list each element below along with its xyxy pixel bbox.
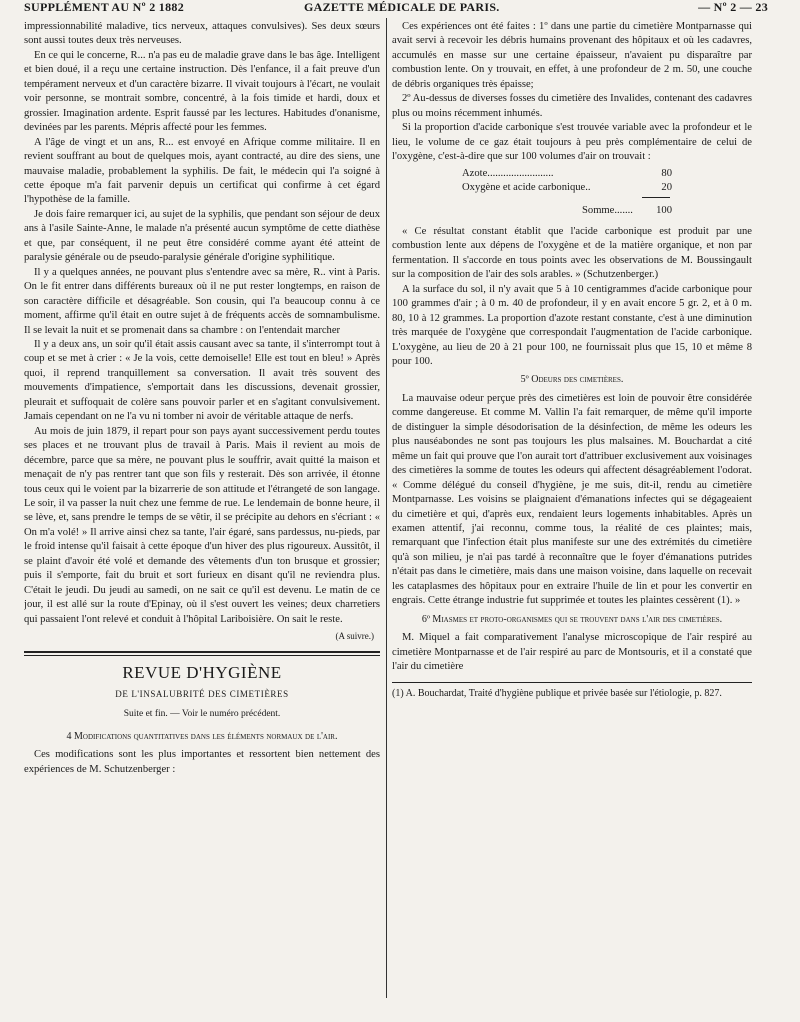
paragraph: Si la proportion d'acide carbonique s'est trouvée variable avec la profondeur et le lieu, le volume de ce gaz était toujours à peu près complémentaire de celui de l'oxygène, c'est-à-dire que sur 100 volumes d'air on trouvait : <box>392 122 752 163</box>
journal-title: GAZETTE MÉDICALE DE PARIS. <box>304 0 500 14</box>
section-rule <box>24 651 380 656</box>
supplement-label: SUPPLÉMENT AU Nº 2 1882 <box>24 0 184 14</box>
table-sum-row <box>462 204 672 218</box>
table-value: 20 <box>661 181 672 193</box>
sum-label: Somme....... <box>582 205 633 217</box>
paragraph: La mauvaise odeur perçue près des cimetières est loin de pouvoir être considérée comme dangereuse. Et comme M. Vallin l'a fait remarquer, de même qu'il importe de distinguer la simple désodorisation de la désinfection, de même les odeurs les plus nauséabondes ne sont pas toujours les plus malsaines. M. Bouchardat a cité même un fait qui prouve que l'on aurait tort d'attribuer exclusivement aux voisinages des cimetières la somme de toutes les odeurs qui affectent désagréablement l'odorat. « Comme délégué du conseil d'hygiène, je me suis, dit-il, rendu au cimetière Montparnasse. Les voisins se plaignaient d'émanations infectes qui se dégageaient du cimetière et qui, d'après eux, rendaient leurs logements inhabitables. Après un examen attentif, j'ai reconnu, comme tous, la réalité de ces plaintes; mais, remarquant que l'infection était plus manifeste sur une des extrémités du cimetière qu'à son milieu, je n'ai pas tardé à reconnaître que le foyer d'émanations putrides n'était pas dans le cimetière, mais dans une maison voisine, dans laquelle on recevait les cataplasmes des hôpitaux pour en extraire l'huile de lin et pour les convertir en engrais. Cette étrange industrie fut supprimée et toutes les plaintes cessèrent (1). » <box>392 392 752 607</box>
paragraph: « Ce résultat constant établit que l'acide carbonique est produit par une combustion lente aux dépens de l'oxygène et de la matière organique, et non par fermentation. Il s'accorde en tous points avec les observations de M. Boussingault sur la composition de l'air des sols arables. » (Schutzenberger.) <box>392 225 752 281</box>
paragraph: impressionnabilité maladive, tics nerveux, attaques convulsives). Ses deux sœurs sont aussi toutes deux très nerveuses. <box>24 21 380 47</box>
paragraph: Il y a deux ans, un soir qu'il était assis causant avec sa tante, il s'interrompt tout à coup et se met à crier : « Je la vois, cette demoiselle! Elle est tout en bleu! » Après quoi, il reprend tranquillement sa conversation. Il avait très souvent des mouvements d'impatience, s'emportait dans les discussions, devenait grossier, pleurait et suffoquait de colère sans pouvoir parler et en s'agitant convulsivement. Jamais cependant on ne l'a vu ni tomber ni avoir de véritable attaque de nerfs. <box>24 338 380 423</box>
right-column <box>392 20 752 1010</box>
column-divider <box>386 18 387 998</box>
page-header <box>24 0 776 16</box>
section-5-title: 5º Odeurs des cimetières. <box>520 374 624 386</box>
paragraph: Au mois de juin 1879, il repart pour son pays ayant successivement perdu toutes ses places et ne trouvant plus de travail à Paris. Mais il revient au mois de décembre, parce que sa mère, ne pouvant plus le souffrir, avait quitté la maison et menaçait de n'y pas rentrer tant que son fils y resterait. Dès son arrivée, il étonne tous ceux qui le voient par la bizarrerie de son attitude et l'étrangeté de son langage. Le soir, il va passer la nuit chez une femme de rue. Le lendemain de bonne heure, il se lève, et, sans prendre le temps de se vêtir, il se précipite au dehors en s'écriant : « On m'a volé! » Il arrive ainsi chez sa tante, l'air égaré, sans pardessus, nu-pieds, par le froid intense qu'il faisait à cette époque d'un hiver des plus rigoureux. Aussitôt, il se plaint d'avoir été volé et demande des vêtements d'un ton brusque et grossier; puis il s'emporte, fait du bruit et sort furieux en disant qu'il ne reviendra plus. C'était le jeudi. Du jeudi au samedi, on ne sait ce qu'il est devenu. Le matin de ce jour, il est allé sur la route d'Epinay, où il s'est ouvert les veines; deux charretiers qui passaient l'ont relevé et conduit à l'hôpital Lariboisière. On sait le reste. <box>24 425 380 625</box>
page-number: — Nº 2 — 23 <box>698 0 768 14</box>
sum-rule <box>642 197 670 198</box>
footnote-rule <box>392 682 752 683</box>
sum-value: 100 <box>656 205 672 217</box>
table-label: Azote......................... <box>462 167 554 179</box>
paragraph: 2º Au-dessus de diverses fosses du cimetière des Invalides, contenant des cadavres plus ou moins récemment inhumés. <box>392 93 752 119</box>
table-value: 80 <box>661 167 672 179</box>
paragraph: Je dois faire remarquer ici, au sujet de la syphilis, que pendant son séjour de deux ans à l'asile Sainte-Anne, le malade n'a présenté aucun symptôme de cette diathèse et que, par conséquent, il ne peut être considéré comme ayant été atteint de paralysie générale ou de pseudo-paralysie générale d'origine syphilitique. <box>24 208 380 264</box>
revue-subtitle: DE L'INSALUBRITÉ DES CIMETIÈRES <box>115 688 289 699</box>
to-be-continued: (A suivre.) <box>335 631 374 642</box>
paragraph: M. Miquel a fait comparativement l'analyse microscopique de l'air respiré au cimetière Montparnasse et de l'air respiré au parc de Montsouris, et il a constaté que l'air du cimetière <box>392 632 752 673</box>
table-row <box>462 181 672 195</box>
section-4-title: 4 Modifications quantitatives dans les éléments normaux de l'air. <box>66 730 338 742</box>
left-column <box>24 20 380 1010</box>
paragraph: Ces modifications sont les plus importantes et ressortent bien nettement des expériences de M. Schutzenberger : <box>24 749 380 775</box>
footnote: (1) A. Bouchardat, Traité d'hygiène publique et privée basée sur l'étiologie, p. 827. <box>392 688 722 700</box>
paragraph: A la surface du sol, il n'y avait que 5 à 10 centigrammes d'acide carbonique pour 100 grammes d'air ; à 0 m. 40 de profondeur, il y en avait encore 5 gr. 2, et à 0 m. 80, 10 à 12 grammes. La proportion d'azote restant constante, c'est à une diminution très marquée de l'oxygène que correspondait l'augmentation de l'acide carbonique. L'oxygène, au lieu de 20 à 21 pour 100, ne fournissait plus que 15, 10 et même 8 pour 100. <box>392 283 752 367</box>
section-6-title: 6º Miasmes et proto-organismes qui se trouvent dans l'air des cimetières. <box>421 613 723 625</box>
paragraph: Ces expériences ont été faites : 1º dans une partie du cimetière Montparnasse qui avait servi à recevoir les débris humains provenant des hôpitaux et où les cadavres, accumulés en masse sur une certaine épaisseur, n'avaient pu disparaître par combustion lente. On y trouvait, en effet, à une profondeur de 2 m. 50, une couche de débris organiques très épaisse; <box>392 21 752 90</box>
paragraph: En ce qui le concerne, R... n'a pas eu de maladie grave dans le bas âge. Intelligent et bien doué, il a reçu une certaine instruction. Dès l'enfance, il a fait preuve d'un tempérament nerveux et d'un caractère bizarre. Il vivait toujours à l'écart, ne voulait voir personne, se montrait sombre, concentré, à la fois timide et hardi, doux et grossier. Imagination ardente. Esprit faussé par les lectures. Habitudes d'onanisme, devinées par les parents. Mépris affecté pour les femmes. <box>24 49 380 134</box>
revue-suite-note: Suite et fin. — Voir le numéro précédent. <box>123 709 281 720</box>
revue-title: REVUE D'HYGIÈNE <box>122 663 282 683</box>
air-composition-table <box>462 167 672 219</box>
table-label: Oxygène et acide carbonique.. <box>462 181 591 193</box>
table-row <box>462 167 672 181</box>
paragraph: Il y a quelques années, ne pouvant plus s'entendre avec sa mère, R.. vint à Paris. On le fit entrer dans différents bureaux où il ne put rester longtemps, en raison de son caractère difficile et désagréable. Son cousin, qui l'a beaucoup connu à ce moment, affirme qu'il était en outre sujet à de fréquents accès de somnambulisme. Il se levait la nuit et se promenait dans sa chambre : on l'entendait marcher <box>24 266 380 336</box>
paragraph: A l'âge de vingt et un ans, R... est envoyé en Afrique comme militaire. Il en revient souffrant au bout de quelques mois, ayant contracté, au dire des siens, une mauvaise maladie, probablement la syphilis. De fait, le médecin qui l'a soigné à cette époque m'a fait parvenir depuis un certificat qui confirme à cet égard l'hypothèse de la famille. <box>24 136 380 206</box>
